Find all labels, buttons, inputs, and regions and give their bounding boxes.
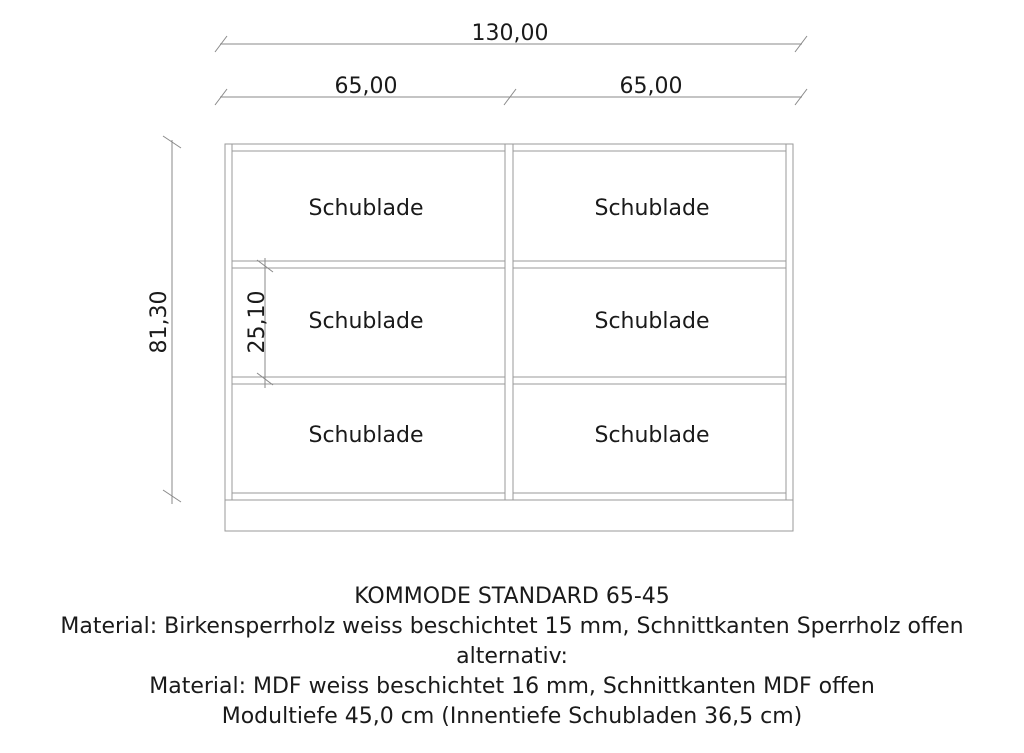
shelf-left-2	[232, 377, 505, 384]
dresser-plinth	[225, 500, 793, 531]
caption-alternative: alternativ:	[456, 644, 568, 669]
dimension-left-width-label: 65,00	[334, 74, 398, 99]
drawer-label: Schublade	[594, 196, 710, 221]
caption-material-2: Material: MDF weiss beschichtet 16 mm, Schnittkanten MDF offen	[149, 674, 875, 699]
shelf-left-3	[232, 493, 505, 500]
caption-title: KOMMODE STANDARD 65-45	[354, 584, 670, 609]
drawer-label: Schublade	[308, 423, 424, 448]
dimension-height	[147, 136, 181, 504]
side-wall-left	[225, 144, 232, 500]
dimension-height-label: 81,30	[147, 290, 172, 354]
dimension-total-width	[215, 21, 807, 52]
shelf-right-2	[513, 377, 786, 384]
dimension-total-width-label: 130,00	[471, 21, 549, 46]
shelf-right-1	[513, 261, 786, 268]
caption-material-1: Material: Birkensperrholz weiss beschichtet 15 mm, Schnittkanten Sperrholz offen	[60, 614, 964, 639]
top-board-right	[513, 144, 786, 151]
drawer-label: Schublade	[594, 423, 710, 448]
top-board-left	[232, 144, 505, 151]
shelf-right-3	[513, 493, 786, 500]
dimension-half-widths	[215, 74, 807, 105]
caption-depth: Modultiefe 45,0 cm (Innentiefe Schubladen 36,5 cm)	[221, 704, 803, 729]
drawer-label: Schublade	[308, 196, 424, 221]
dimension-right-width-label: 65,00	[619, 74, 683, 99]
drawer-label: Schublade	[594, 309, 710, 334]
dimension-drawer-height-label: 25,10	[245, 290, 270, 354]
shelf-left-1	[232, 261, 505, 268]
drawer-label: Schublade	[308, 309, 424, 334]
middle-wall	[505, 144, 513, 500]
side-wall-right	[786, 144, 793, 500]
caption-block	[0, 582, 1024, 732]
